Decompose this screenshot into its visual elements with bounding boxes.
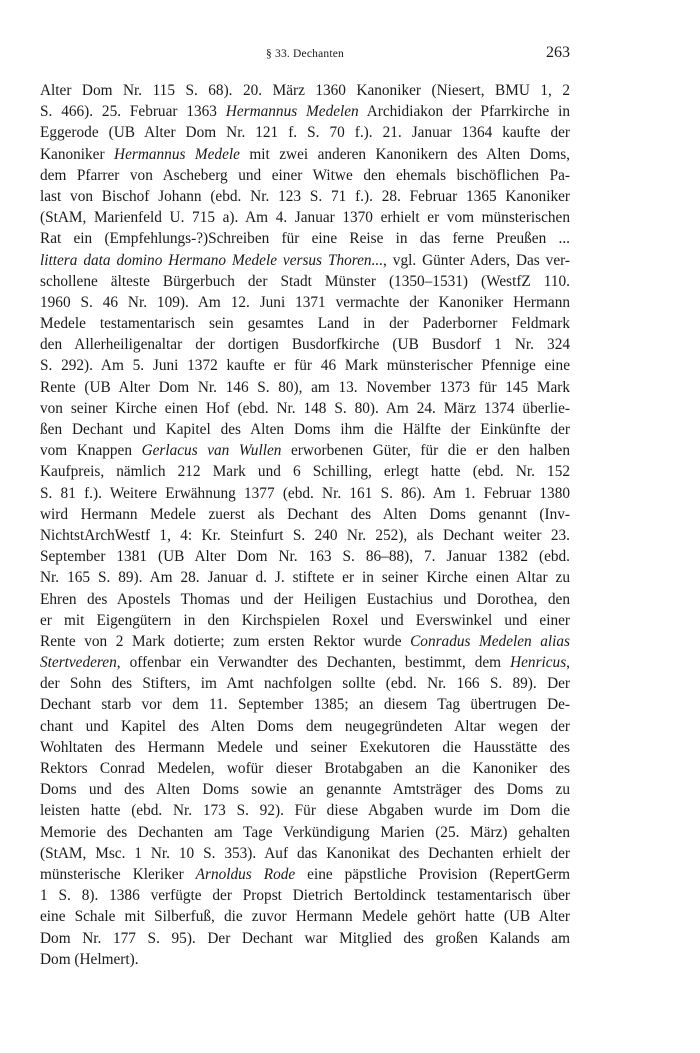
text-span: Alter Dom Nr. 115 S. 68). 20. März 1360 Kanoniker (Niesert, BMU 1, 2 (40, 82, 570, 99)
text-span: der Sohn des Stifters, im Amt nachfolgen sollte (ebd. Nr. 166 S. 89). Der (40, 675, 570, 693)
text-span: chant und Kapitel des Alten Doms dem neugegründeten Altar wegen der (40, 717, 570, 735)
text-line (40, 546, 570, 567)
text-span: S. 466). 25. Februar 1363 (40, 103, 226, 121)
text-span: 1 S. 8). 1386 verfügte der Propst Dietrich Bertoldinck testamentarisch über (40, 887, 570, 905)
text-span: münsterische Kleriker (40, 865, 196, 883)
text-span: , (566, 654, 570, 672)
text-line (40, 504, 570, 525)
text-line (40, 525, 570, 546)
text-line (40, 758, 570, 779)
text-span: S. 81 f.). Weitere Erwähnung 1377 (ebd. Nr. 161 S. 86). Am 1. Februar 1380 (40, 484, 570, 502)
text-span: ßen Dechant und Kapitel des Alten Doms ihm die Hälfte der Einkünfte der (40, 421, 570, 438)
text-span: erworbenen Güter, für die er den halben (281, 442, 570, 460)
italic-text: Stertvederen (40, 654, 117, 672)
text-line (40, 843, 570, 864)
text-span: Kaufpreis, nämlich 212 Mark und 6 Schilling, erlegt hatte (ebd. Nr. 152 (40, 463, 570, 481)
text-line (40, 631, 570, 652)
text-span: eine Schale mit Silberfuß, die zuvor Hermann Medele gehört hatte (UB Alter (40, 908, 570, 926)
text-line (40, 673, 570, 694)
text-span: Memorie des Dechanten am Tage Verkündigung Marien (25. März) gehalten (40, 823, 570, 841)
text-line (40, 313, 570, 334)
text-line (40, 864, 570, 885)
text-line (40, 461, 570, 482)
text-span: Rente von 2 Mark dotierte; zum ersten Rektor wurde (40, 632, 411, 650)
text-span: (StAM, Msc. 1 Nr. 10 S. 353). Auf das Kanonikat des Dechanten erhielt der (40, 844, 570, 862)
text-span: September 1381 (UB Alter Dom Nr. 163 S. 86–88), 7. Januar 1382 (ebd. (40, 548, 570, 566)
text-line (40, 779, 570, 800)
text-line (40, 228, 570, 249)
text-span: Rektors Conrad Medelen, wofür dieser Brotabgaben an die Kanoniker des (40, 760, 570, 777)
text-span: Kanoniker (40, 145, 115, 163)
text-span: Wohltaten des Hermann Medele und seiner Exekutoren die Hausstätte des (40, 738, 570, 756)
body-paragraph (40, 80, 570, 970)
text-line (40, 292, 570, 313)
text-span: von seiner Kirche einen Hof (ebd. Nr. 148 S. 80). Am 24. März 1374 überlie- (40, 399, 570, 417)
text-line (40, 419, 570, 440)
text-line (40, 885, 570, 906)
section-title: § 33. Dechanten (265, 48, 345, 60)
italic-text: Hermannus Medele (114, 145, 240, 163)
text-span: last von Bischof Johann (ebd. Nr. 123 S. 71 f.). 28. Februar 1365 Kanoniker (40, 187, 570, 205)
text-line (40, 398, 570, 419)
text-span: Rat ein (Empfehlungs-?)Schreiben für eine Reise in das ferne Preußen ... (40, 230, 570, 248)
text-span: Eggerode (UB Alter Dom Nr. 121 f. S. 70 f.). 21. Januar 1364 kaufte der (40, 124, 570, 142)
italic-text: littera data domino Hermano Medele versus Thoren... (40, 251, 384, 269)
running-head (40, 44, 570, 68)
text-line (40, 610, 570, 631)
text-line (40, 165, 570, 186)
text-span: Dom Nr. 177 S. 95). Der Dechant war Mitglied des großen Kalands am (40, 929, 570, 947)
text-span: dem Pfarrer von Ascheberg und einer Witwe den ehemals bischöflichen Pa- (40, 166, 570, 184)
text-line (40, 737, 570, 758)
text-line (40, 334, 570, 355)
text-span: wird Hermann Medele zuerst als Dechant des Alten Doms genannt (Inv- (40, 505, 570, 523)
text-span: er mit Eigengütern in den Kirchspielen Roxel und Everswinkel und einer (40, 611, 570, 629)
text-line (40, 377, 570, 398)
text-line (40, 483, 570, 504)
text-line (40, 822, 570, 843)
text-span: Doms und des Alten Doms sowie an genannte Amtsträger des Doms zu (40, 781, 570, 799)
text-span: (StAM, Marienfeld U. 715 a). Am 4. Januar 1370 erhielt er vom münsterischen (40, 209, 570, 227)
text-span: mit zwei anderen Kanonikern des Alten Doms, (239, 145, 571, 163)
text-line (40, 144, 570, 165)
text-span: S. 292). Am 5. Juni 1372 kaufte er für 46 Mark münsterischer Pfennige eine (40, 357, 570, 375)
text-line (40, 716, 570, 737)
text-span: schollene älteste Bürgerbuch der Stadt Münster (1350–1531) (WestfZ 110. (40, 272, 570, 290)
text-span: , vgl. Günter Aders, Das ver- (383, 251, 570, 269)
text-line (40, 906, 570, 927)
text-span: Rente (UB Alter Dom Nr. 146 S. 80), am 13. November 1373 für 145 Mark (40, 378, 570, 396)
text-line (40, 122, 570, 143)
text-span: Archidiakon der Pfarrkirche in (358, 103, 570, 121)
text-line (40, 800, 570, 821)
text-span: 1960 S. 46 Nr. 109). Am 12. Juni 1371 vermachte der Kanoniker Hermann (40, 293, 570, 311)
text-line (40, 589, 570, 610)
italic-text: Arnoldus Rode (195, 865, 296, 883)
text-span: Ehren des Apostels Thomas und der Heiligen Eustachius und Dorothea, den (40, 590, 570, 608)
text-line (40, 928, 570, 949)
text-line (40, 694, 570, 715)
text-span: leisten hatte (ebd. Nr. 173 S. 92). Für diese Abgaben wurde im Dom die (40, 802, 570, 820)
text-line (40, 207, 570, 228)
text-span: Nr. 165 S. 89). Am 28. Januar d. J. stiftete er in seiner Kirche einen Altar zu (40, 569, 570, 587)
text-line (40, 567, 570, 588)
text-span: eine päpstliche Provision (RepertGerm (295, 865, 570, 883)
text-line (40, 80, 570, 101)
page-number: 263 (546, 44, 570, 61)
text-span: , offenbar ein Verwandter des Dechanten, bestimmt, dem (116, 654, 511, 672)
text-line (40, 186, 570, 207)
text-span: Dechant starb vor dem 11. September 1385; an diesem Tag übertrugen De- (40, 696, 570, 714)
text-span: Dom (Helmert). (40, 950, 139, 968)
text-line (40, 250, 570, 271)
italic-text: Gerlacus van Wullen (141, 442, 282, 460)
italic-text: Conradus Medelen alias (410, 632, 570, 650)
text-line (40, 355, 570, 376)
text-line (40, 652, 570, 673)
text-span: Medele testamentarisch sein gesamtes Land in der Paderborner Feldmark (40, 315, 570, 333)
italic-text: Henricus (510, 654, 567, 672)
text-line (40, 949, 570, 970)
text-span: vom Knappen (40, 442, 142, 460)
text-line (40, 271, 570, 292)
text-span: NichtstArchWestf 1, 4: Kr. Steinfurt S. 240 Nr. 252), als Dechant weiter 23. (40, 526, 570, 544)
text-span: den Allerheiligenaltar der dortigen Busdorfkirche (UB Busdorf 1 Nr. 324 (40, 336, 570, 354)
text-line (40, 101, 570, 122)
text-line (40, 440, 570, 461)
italic-text: Hermannus Medelen (225, 103, 359, 121)
